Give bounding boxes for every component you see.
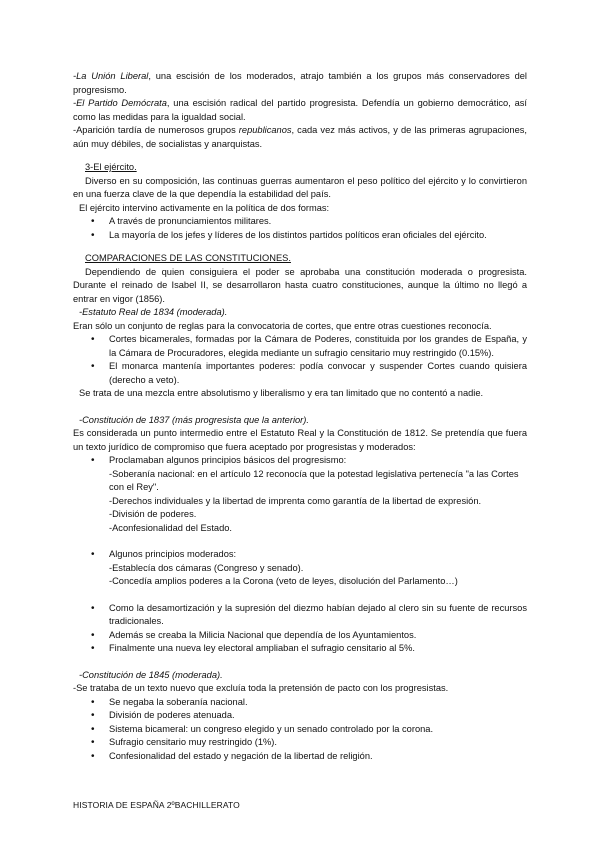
list-item: • Además se creaba la Milicia Nacional que dependía de los Ayuntamientos. (73, 629, 527, 643)
section-heading-ejercito: 3-El ejército. (85, 162, 137, 172)
subsection-title-text: -Constitución de 1837 (más progresista que la anterior). (79, 414, 309, 425)
paragraph-text: , cada vez más activos, y de las primeras agrupaciones, aún muy débiles, de socialistas y anarquistas. (73, 125, 527, 149)
sublist-item: -Soberanía nacional: en el artículo 12 reconocía que la potestad legislativa pertenecía "a las Cortes con el Rey". (109, 468, 519, 492)
subsection-title-text: -Estatuto Real de 1834 (moderada). (79, 307, 228, 317)
paragraph-1845: -Se trataba de un texto nuevo que excluía toda la pretensión de pacto con los progresistas. (73, 683, 449, 693)
c1845-bullet-list (73, 696, 527, 764)
list-item: • Se negaba la soberanía nacional. (73, 696, 527, 710)
paragraph-estatuto: Eran sólo un conjunto de reglas para la convocatoria de cortes, que entre otras cuestiones reconocía. (73, 320, 492, 331)
list-item: • El monarca mantenía importantes poderes: podía convocar y suspender Cortes cuando quisiera (derecho a veto). (73, 360, 527, 387)
subsection-title-1845 (73, 669, 527, 683)
list-item: • A través de pronunciamientos militares. (73, 215, 527, 229)
c1837-bullet-list-3 (73, 602, 527, 656)
paragraph-partido-democrata (73, 97, 527, 124)
list-item: • Finalmente una nueva ley electoral ampliaban el sufragio censitario al 5%. (73, 642, 527, 656)
paragraph-1837: Es considerada un punto intermedio entre el Estatuto Real y la Constitución de 1812. Se pretendía que fuera un texto jurídico de compromiso que fuera aceptado por progresistas y moderados: (73, 428, 527, 452)
paragraph-republicanos (73, 124, 527, 151)
emphasis-text: republicanos (238, 125, 292, 135)
sublist-item: -Concedía amplios poderes a la Corona (veto de leyes, disolución del Parlamento…) (109, 576, 458, 586)
paragraph-union-liberal (73, 70, 527, 97)
list-item: • Sistema bicameral: un congreso elegido y un senado controlado por la corona. (73, 723, 527, 737)
estatuto-bullet-list (73, 333, 527, 387)
list-item: • Como la desamortización y la supresión del diezmo habían dejado al clero sin su fuente de recursos tradicionales. (73, 602, 527, 629)
paragraph-text: , una escisión radical del partido progresista. Defendía un gobierno democrático, así como las medidas para la igualdad social. (73, 98, 527, 122)
sublist-item: -Derechos individuales y la libertad de imprenta como garantía de la libertad de expresión. (109, 495, 482, 506)
c1837-bullet-list-1 (73, 454, 527, 468)
list-item: • La mayoría de los jefes y líderes de los distintos partidos políticos eran oficiales del ejército. (73, 229, 527, 243)
c1837-bullet-list-2 (73, 548, 527, 562)
list-item: • Confesionalidad del estado y negación de la libertad de religión. (73, 750, 527, 764)
ejercito-bullet-list (73, 215, 527, 242)
page-footer: HISTORIA DE ESPAÑA 2ºBACHILLERATO (73, 800, 240, 810)
list-item: • Sufragio censitario muy restringido (1%). (73, 736, 527, 750)
paragraph-text: -Aparición tardía de numerosos grupos (73, 125, 239, 135)
sublist-item: -Aconfesionalidad del Estado. (109, 522, 233, 533)
c1837-sublist-1 (73, 468, 527, 536)
paragraph-text: , una escisión de los moderados, atrajo también a los grupos más conservadores del progresismo. (73, 71, 528, 95)
sublist-item: -División de poderes. (109, 509, 197, 519)
c1837-sublist-2 (73, 562, 527, 589)
list-item: • Cortes bicamerales, formadas por la Cámara de Poderes, constituida por los grandes de España, y la Cámara de Procuradores, elegida mediante un sufragio censitario muy restringido (0.15%). (73, 333, 527, 360)
subsection-title-1837 (73, 414, 527, 428)
paragraph-ejercito-2: El ejército intervino activamente en la política de dos formas: (79, 202, 330, 213)
subsection-title-text: -Constitución de 1845 (moderada). (79, 669, 223, 680)
paragraph-estatuto-conclusion: Se trata de una mezcla entre absolutismo y liberalismo y era tan limitado que no contentó a nadie. (79, 388, 484, 398)
paragraph-ejercito-1: Diverso en su composición, las continuas guerras aumentaron el peso político del ejército y lo convirtieron en una fuerza clave de la que dependía la estabilidad del país. (73, 175, 527, 199)
list-item: • Algunos principios moderados: (73, 548, 527, 562)
party-name: -La Unión Liberal (73, 71, 149, 81)
document-body (73, 70, 527, 763)
list-item: • Proclamaban algunos principios básicos del progresismo: (73, 454, 527, 468)
party-name: -El Partido Demócrata (73, 98, 167, 108)
subsection-title-estatuto (73, 306, 527, 320)
paragraph-comparaciones: Dependiendo de quien consiguiera el poder se aprobaba una constitución moderada o progresista. Durante el reinado de Isabel II, se desarrollaron hasta cuatro constituciones, aunque la último no llegó a entrar en vigor (1856). (73, 266, 527, 304)
section-heading-comparaciones: COMPARACIONES DE LAS CONSTITUCIONES. (85, 253, 291, 263)
list-item: • División de poderes atenuada. (73, 709, 527, 723)
sublist-item: -Establecía dos cámaras (Congreso y senado). (109, 562, 304, 573)
